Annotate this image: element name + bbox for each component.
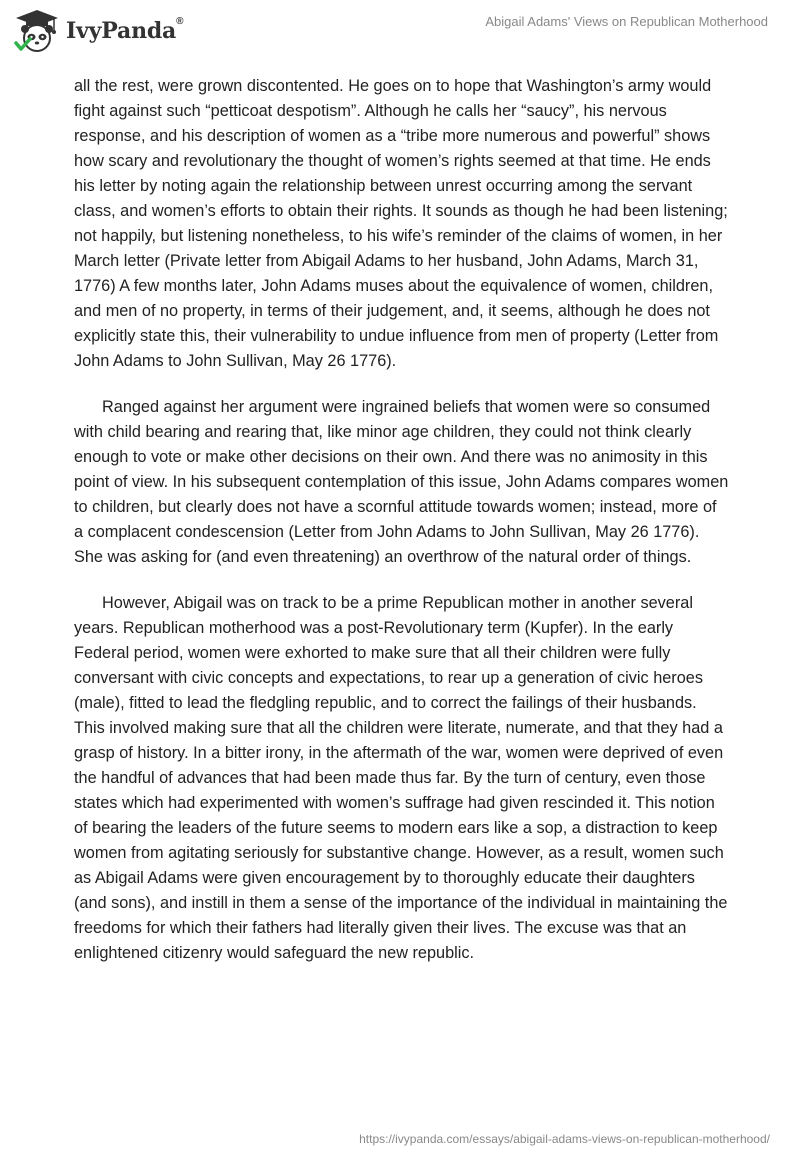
footer-url[interactable]: https://ivypanda.com/essays/abigail-adams-views-on-republican-motherhood/ bbox=[359, 1132, 770, 1146]
paragraph: However, Abigail was on track to be a prime Republican mother in another several years. Republican motherhood was a post-Revolutionary term (Kupfer). In the early Federal period, women were exhorted to make sure that all their children were fully conversant with civic concepts and expectations, to rear up a generation of civic heroes (male), fitted to lead the fledgling republic, and to correct the failings of their husbands. This involved making sure that all the children were literate, numerate, and that they had a grasp of history. In a bitter irony, in the aftermath of the war, women were deprived of even the handful of advances that had been made thus far. By the turn of century, even those states which had experimented with women’s suffrage had given rescinded it. This notion of bearing the leaders of the future seems to modern ears like a sop, a distraction to keep women from agitating seriously for substantive change. However, as a result, women such as Abigail Adams were given encouragement by to thoroughly educate their daughters (and sons), and instill in them a sense of the importance of the individual in maintaining the freedoms for which their fathers had literally given their lives. The excuse was that an enlightened citizenry would safeguard the new republic. bbox=[74, 594, 728, 962]
paragraph: Ranged against her argument were ingrained beliefs that women were so consumed with child bearing and rearing that, like minor age children, they could not think clearly enough to vote or make other decisions on their own. And there was no animosity in this point of view. In his subsequent contemplation of this issue, John Adams compares women to children, but clearly does not have a scornful attitude towards women; instead, more of a complacent condescension (Letter from John Adams to John Sullivan, May 26 1776). She was asking for (and even threatening) an overthrow of the natural order of things. bbox=[74, 398, 729, 566]
brand-name: IvyPanda® bbox=[66, 16, 184, 44]
page-header bbox=[0, 0, 800, 60]
ivypanda-logo[interactable] bbox=[14, 8, 183, 54]
essay-body bbox=[74, 74, 730, 987]
document-title: Abigail Adams' Views on Republican Motherhood bbox=[485, 14, 768, 29]
panda-graduate-icon bbox=[14, 9, 60, 53]
paragraph: all the rest, were grown discontented. He goes on to hope that Washington’s army would fight against such “petticoat despotism”. Although he calls her “saucy”, his nervous response, and his description of women as a “tribe more numerous and powerful” shows how scary and revolutionary the thought of women’s rights seemed at that time. He ends his letter by noting again the relationship between unrest occurring among the servant class, and women’s efforts to obtain their rights. It sounds as though he had been listening; not happily, but listening nonetheless, to his wife’s reminder of the claims of women, in her March letter (Private letter from Abigail Adams to her husband, John Adams, March 31, 1776) A few months later, John Adams muses about the equivalence of women, children, and men of no property, in terms of their judgement, and, it seems, although he does not explicitly state this, their vulnerability to undue influence from men of property (Letter from John Adams to John Sullivan, May 26 1776). bbox=[74, 77, 728, 370]
